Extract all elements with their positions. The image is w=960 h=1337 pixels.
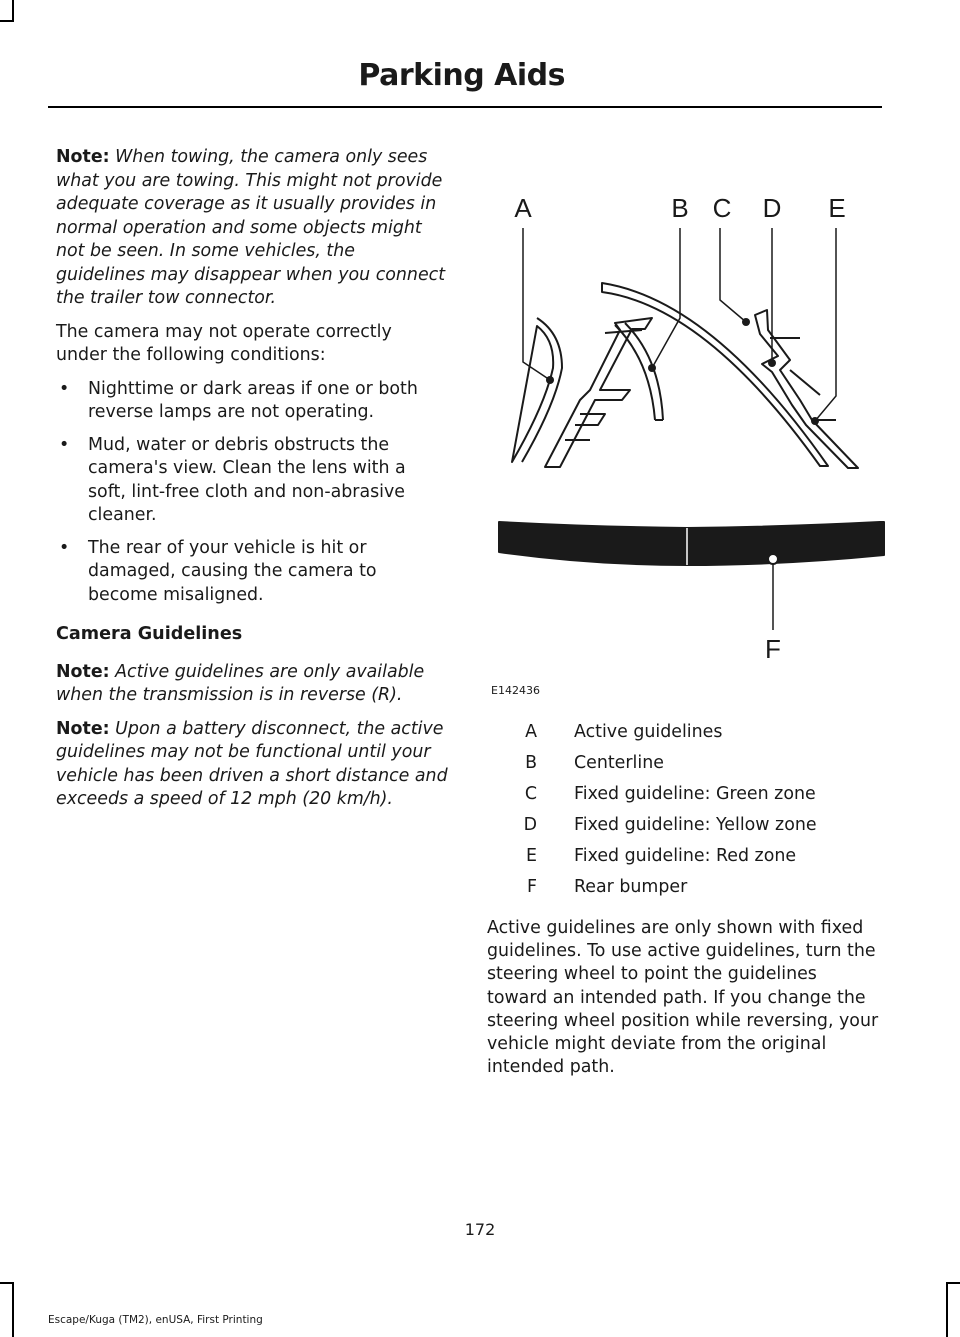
intro-paragraph: The camera may not operate correctly under the following conditions: bbox=[56, 321, 392, 365]
leader-line-c bbox=[720, 228, 746, 322]
note-reverse bbox=[56, 661, 448, 708]
rear-bumper-shape bbox=[499, 522, 884, 565]
leader-line-b bbox=[652, 228, 680, 368]
legend-value: Active guidelines bbox=[574, 722, 723, 742]
note-text: When towing, the camera only sees what you are towing. This might not provide adequate coverage as it usually provides in normal operation and some objects might not be seen. In some vehicles, the guidelines may disappear when you connect the trailer tow connector. bbox=[56, 147, 446, 308]
label-d: D bbox=[762, 193, 782, 223]
crop-mark bbox=[12, 1282, 14, 1337]
marker-b bbox=[648, 364, 656, 372]
camera-guidelines-diagram bbox=[487, 185, 887, 705]
figure-code: E142436 bbox=[491, 684, 540, 697]
crop-mark bbox=[946, 1282, 948, 1337]
legend-row bbox=[487, 753, 887, 784]
note-label: Note: bbox=[56, 718, 110, 739]
crop-mark bbox=[946, 1282, 960, 1284]
list-item bbox=[56, 537, 448, 608]
list-item-text: The rear of your vehicle is hit or damaged, causing the camera to become misaligned. bbox=[88, 537, 377, 605]
fixed-guideline-left bbox=[545, 318, 652, 467]
footer-text: Escape/Kuga (TM2), enUSA, First Printing bbox=[48, 1314, 263, 1326]
legend-key: B bbox=[525, 753, 537, 773]
crop-mark bbox=[0, 20, 14, 22]
legend-value: Fixed guideline: Red zone bbox=[574, 846, 797, 866]
label-c: C bbox=[712, 193, 732, 223]
note-battery bbox=[56, 718, 448, 812]
marker-d bbox=[768, 359, 776, 367]
crop-mark bbox=[12, 0, 14, 22]
label-e: E bbox=[828, 193, 846, 223]
leader-line-a bbox=[523, 228, 550, 380]
label-b: B bbox=[671, 193, 689, 223]
legend-key: C bbox=[524, 784, 537, 804]
note-towing bbox=[56, 146, 448, 311]
bullet-icon: • bbox=[59, 378, 70, 399]
conditions-list bbox=[56, 378, 448, 608]
note-label: Note: bbox=[56, 147, 110, 167]
centerline-shape bbox=[615, 323, 663, 420]
note-label: Note: bbox=[56, 661, 110, 682]
legend-row bbox=[487, 846, 887, 877]
legend-row bbox=[487, 722, 887, 753]
legend-value: Fixed guideline: Green zone bbox=[574, 784, 816, 804]
diagram-legend bbox=[487, 722, 887, 908]
list-item-text: Mud, water or debris obstructs the camera's view. Clean the lens with a soft, lint-free cloth and non-abrasive cleaner. bbox=[88, 434, 406, 525]
bullet-icon: • bbox=[59, 434, 70, 455]
legend-value: Rear bumper bbox=[574, 877, 688, 897]
legend-row bbox=[487, 815, 887, 846]
page-title: Parking Aids bbox=[358, 58, 565, 93]
marker-a bbox=[546, 376, 554, 384]
marker-c bbox=[742, 318, 750, 326]
marker-e bbox=[811, 417, 819, 425]
list-item-text: Nighttime or dark areas if one or both reverse lamps are not operating. bbox=[88, 378, 418, 422]
marker-f bbox=[768, 554, 778, 564]
label-a: A bbox=[514, 193, 532, 223]
fixed-guideline-right bbox=[755, 310, 858, 468]
leader-line-e bbox=[815, 228, 836, 421]
crop-mark bbox=[0, 1282, 14, 1284]
header-divider bbox=[48, 106, 882, 108]
list-item bbox=[56, 434, 448, 528]
legend-key: D bbox=[523, 815, 537, 835]
legend-key: A bbox=[525, 722, 537, 742]
list-item bbox=[56, 378, 448, 425]
section-heading: Camera Guidelines bbox=[56, 624, 243, 644]
page-number: 172 bbox=[464, 1220, 496, 1239]
legend-key: F bbox=[526, 877, 537, 897]
legend-row bbox=[487, 784, 887, 815]
note-text: Active guidelines are only available when the transmission is in reverse (R). bbox=[56, 661, 425, 705]
legend-key: E bbox=[526, 846, 537, 866]
legend-row bbox=[487, 877, 887, 908]
legend-value: Fixed guideline: Yellow zone bbox=[574, 815, 817, 835]
left-column bbox=[56, 146, 448, 822]
label-f: F bbox=[765, 634, 781, 664]
legend-value: Centerline bbox=[574, 753, 664, 773]
active-guidelines-paragraph: Active guidelines are only shown with fixed guidelines. To use active guidelines, turn the steering wheel to point the guidelines toward an intended path. If you change the steering wheel position while reversing, your vehicle might deviate from the original intended path. bbox=[487, 918, 879, 1078]
note-text: Upon a battery disconnect, the active guidelines may not be functional until your vehicle has been driven a short distance and exceeds a speed of 12 mph (20 km/h). bbox=[56, 718, 448, 809]
active-guideline-shape bbox=[512, 318, 562, 462]
bullet-icon: • bbox=[59, 537, 70, 558]
